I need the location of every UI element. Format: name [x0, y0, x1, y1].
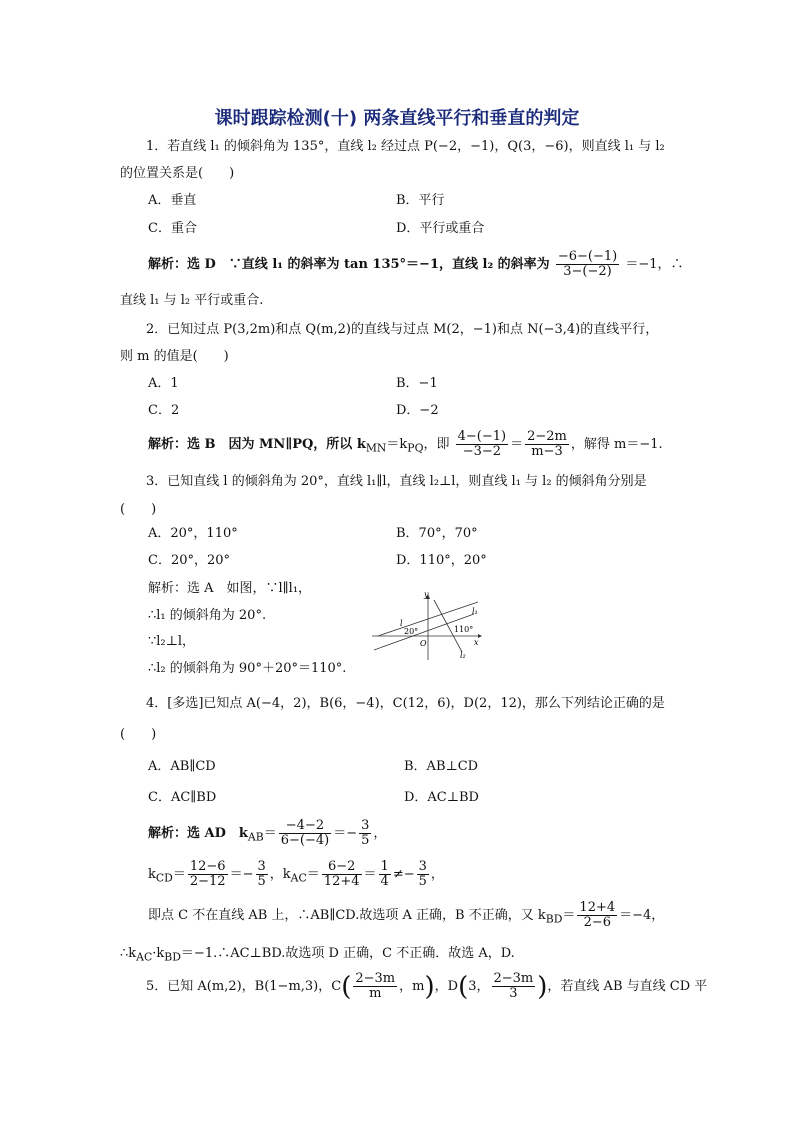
- q4-eq4: ＝: [363, 867, 377, 882]
- q1-slope-fraction: [556, 250, 619, 279]
- q4-neq: ≠−: [392, 867, 415, 882]
- q5-d-fraction: [492, 972, 536, 1001]
- q4-r3-denominator: 4: [380, 874, 389, 889]
- q4-stem-line2: ( ): [120, 727, 157, 742]
- page-title: 课时跟踪检测(十) 两条直线平行和垂直的判定: [214, 108, 580, 129]
- q5-d-prefix: ，D: [434, 979, 459, 994]
- q4-option-c: C．AC∥BD: [148, 790, 217, 805]
- q3-figure-diagram: [370, 592, 484, 662]
- q2-f1-denominator: −3−2: [462, 444, 502, 459]
- q4-solution-line4: [120, 946, 515, 966]
- l1-label: l₁: [472, 607, 478, 616]
- q5-d-denominator: 3: [509, 986, 518, 1001]
- q1-option-a: A．垂直: [148, 193, 197, 208]
- q1-option-c: C．重合: [148, 221, 197, 236]
- q3-stem-line1: 3．已知直线 l 的倾斜角为 20°，直线 l₁∥l，直线 l₂⊥l，则直线 l₁ 与 l₂ 的倾斜角分别是: [146, 474, 647, 489]
- y-label: y: [424, 592, 429, 599]
- q4-eq1: ＝: [263, 826, 277, 841]
- q2-stem-line1: 2．已知过点 P(3,2m)和点 Q(m,2)的直线与过点 M(2，−1)和点 N(−3,4)的直线平行，: [146, 322, 659, 337]
- q4-l4-dot: ·k: [152, 946, 165, 961]
- q4-kcd-k: k: [148, 867, 156, 882]
- q4-r1-denominator: 5: [361, 833, 370, 848]
- q1-solution-tail: ＝−1，∴: [625, 257, 684, 272]
- q4-r4-denominator: 5: [418, 874, 427, 889]
- q4-r1-fraction: [359, 819, 371, 848]
- q3-solution-line4: ∴l₂ 的倾斜角为 90°＋20°＝110°.: [148, 661, 347, 676]
- q5-stem: 5．已知 A(m,2)，B(1−m,3)，C( $\frac{2-3m}{m}$ ，m)，D(3， $\frac{2-3m}{3}$ )，若直线 AB 与直线 CD 平: [146, 971, 708, 1002]
- q4-kbd-denominator: 2−6: [583, 915, 611, 930]
- q4-r3-numerator: 1: [380, 859, 389, 874]
- q5-c-m: ，m: [399, 979, 425, 994]
- q2-equals: ＝: [510, 437, 524, 452]
- q1-stem-line1: 1．若直线 l₁ 的倾斜角为 135°，直线 l₂ 经过点 P(−2，−1)，Q(3，−6)，则直线 l₁ 与 l₂: [146, 139, 665, 154]
- q3-option-a: A．20°，110°: [148, 526, 238, 541]
- q4-eq3: ＝: [306, 867, 320, 882]
- q2-ji: ，即: [423, 437, 450, 452]
- q5-stem-text: 5．已知 A(m,2)，B(1−m,3)，C: [146, 979, 342, 994]
- q4-kbd-tail: ＝−4，: [619, 908, 665, 923]
- q3-solution-line3: ∵l₂⊥l，: [148, 634, 196, 649]
- q4-l4-sub-bd: BD: [164, 950, 181, 964]
- q4-l4-tail: ＝−1.∴AC⊥BD.故选项 D 正确，C 不正确．故选 A，D.: [180, 946, 515, 961]
- q2-eq-k: ＝k: [386, 437, 408, 452]
- q2-option-c: C．2: [148, 403, 180, 418]
- q4-solution-line1: [148, 818, 386, 854]
- q4-option-d: D．AC⊥BD: [404, 790, 479, 805]
- q2-stem-line2: 则 m 的值是( ): [120, 349, 229, 364]
- q4-kac-numerator: 6−2: [322, 860, 362, 875]
- q4-solution-line3: [148, 898, 664, 938]
- q4-eq2: ＝: [172, 867, 186, 882]
- q5-d-numerator: 2−3m: [493, 971, 534, 986]
- q4-sub-cd: CD: [155, 871, 173, 885]
- q2-f2-numerator: 2−2m: [527, 429, 567, 444]
- q4-line4-k: ∴k: [120, 946, 137, 961]
- q3-solution-line2: ∴l₁ 的倾斜角为 20°.: [148, 608, 267, 623]
- q2-option-b: B．−1: [396, 376, 438, 391]
- q2-solution-text: 解析：选 B 因为 MN∥PQ，所以 k: [148, 437, 366, 452]
- q4-eq5: ＝: [562, 908, 576, 923]
- q4-kab-numerator: −4−2: [279, 819, 331, 834]
- q5-d-three: 3，: [468, 979, 490, 994]
- q4-comma2: ，: [430, 867, 444, 882]
- q2-f1-numerator: 4−(−1): [457, 429, 507, 444]
- q4-sub-ab: AB: [247, 830, 264, 844]
- q4-comma1: ，: [373, 826, 387, 841]
- q2-fraction-1: [456, 430, 508, 459]
- q4-solution-text: 解析：选 AD k: [148, 826, 248, 841]
- q4-stem-line1: 4．[多选]已知点 A(−4，2)，B(6，−4)，C(12，6)，D(2，12)，那么下列结论正确的是: [146, 696, 665, 711]
- q4-eq-neg: ＝−: [333, 826, 358, 841]
- q1-fraction-denominator: 3−(−2): [563, 264, 612, 279]
- q4-sub-ac: AC: [290, 871, 307, 885]
- q4-r2-fraction: [256, 860, 268, 889]
- q5-c-denominator: m: [369, 986, 382, 1001]
- q4-kac-fraction: [322, 860, 362, 889]
- q4-r4-fraction: [417, 860, 429, 889]
- q2-solution: [148, 430, 663, 464]
- q4-kab-denominator: 6−(−4): [280, 833, 330, 848]
- q4-r1-numerator: 3: [361, 818, 370, 833]
- q4-kbd-fraction: [577, 901, 617, 930]
- l2-label: l₂: [460, 651, 466, 660]
- q1-option-b: B．平行: [396, 193, 445, 208]
- q2-option-d: D．−2: [396, 403, 439, 418]
- q4-kbd-numerator: 12+4: [579, 900, 616, 915]
- q3-stem-line2: ( ): [120, 502, 157, 517]
- q4-r2-numerator: 3: [257, 859, 266, 874]
- q2-option-a: A．1: [148, 376, 179, 391]
- q4-option-a: A．AB∥CD: [148, 759, 216, 774]
- q4-kac-denominator: 12+4: [323, 874, 360, 889]
- q3-option-b: B．70°，70°: [396, 526, 478, 541]
- q2-sub-pq: PQ: [407, 441, 424, 455]
- q4-l4-sub-ac: AC: [136, 950, 153, 964]
- x-label: x: [474, 638, 479, 647]
- q1-stem-line2: 的位置关系是( ): [120, 166, 235, 181]
- q3-option-d: D．110°，20°: [396, 553, 487, 568]
- q4-kcd-numerator: 12−6: [189, 859, 226, 874]
- q4-eq-neg2: ＝−: [229, 867, 254, 882]
- x-axis-arrow: [478, 634, 482, 638]
- q1-solution-line1: [148, 250, 684, 280]
- q1-option-d: D．平行或重合: [396, 221, 485, 236]
- angle-110-label: 110°: [454, 625, 474, 634]
- q4-r3-fraction: [379, 860, 391, 889]
- q2-fraction-2: [525, 430, 569, 459]
- q5-c-numerator: 2−3m: [355, 971, 396, 986]
- q1-solution-line2: 直线 l₁ 与 l₂ 平行或重合.: [120, 293, 264, 308]
- q4-r2-denominator: 5: [257, 874, 266, 889]
- l-label: l: [400, 619, 403, 628]
- q3-solution-line1: 解析：选 A 如图，∵l∥l₁，: [148, 581, 312, 596]
- q2-sub-mn: MN: [365, 441, 387, 455]
- q4-kcd-fraction: [188, 860, 228, 889]
- q2-solution-tail: ，解得 m＝−1.: [570, 437, 663, 452]
- q5-stem-tail: ，若直线 AB 与直线 CD 平: [547, 979, 708, 994]
- q4-line3-text: 即点 C 不在直线 AB 上，∴AB∥CD.故选项 A 正确，B 不正确，又 k: [148, 908, 546, 923]
- q1-solution-text: 解析：选 D ∵直线 l₁ 的斜率为 tan 135°＝−1，直线 l₂ 的斜率为: [148, 257, 550, 272]
- origin-label: O: [420, 639, 427, 648]
- q4-kab-fraction: [279, 819, 331, 848]
- q4-sub-bd: BD: [545, 912, 563, 926]
- q2-f2-denominator: m−3: [531, 444, 563, 459]
- q4-kac-k: ，k: [269, 867, 291, 882]
- q1-fraction-numerator: −6−(−1): [557, 249, 618, 264]
- q4-r4-numerator: 3: [418, 859, 427, 874]
- q5-c-fraction: [353, 972, 397, 1001]
- angle-20-label: 20°: [404, 627, 419, 636]
- q4-kcd-denominator: 2−12: [189, 874, 226, 889]
- q4-solution-line2: [148, 858, 444, 896]
- q4-option-b: B．AB⊥CD: [404, 759, 479, 774]
- q3-option-c: C．20°，20°: [148, 553, 231, 568]
